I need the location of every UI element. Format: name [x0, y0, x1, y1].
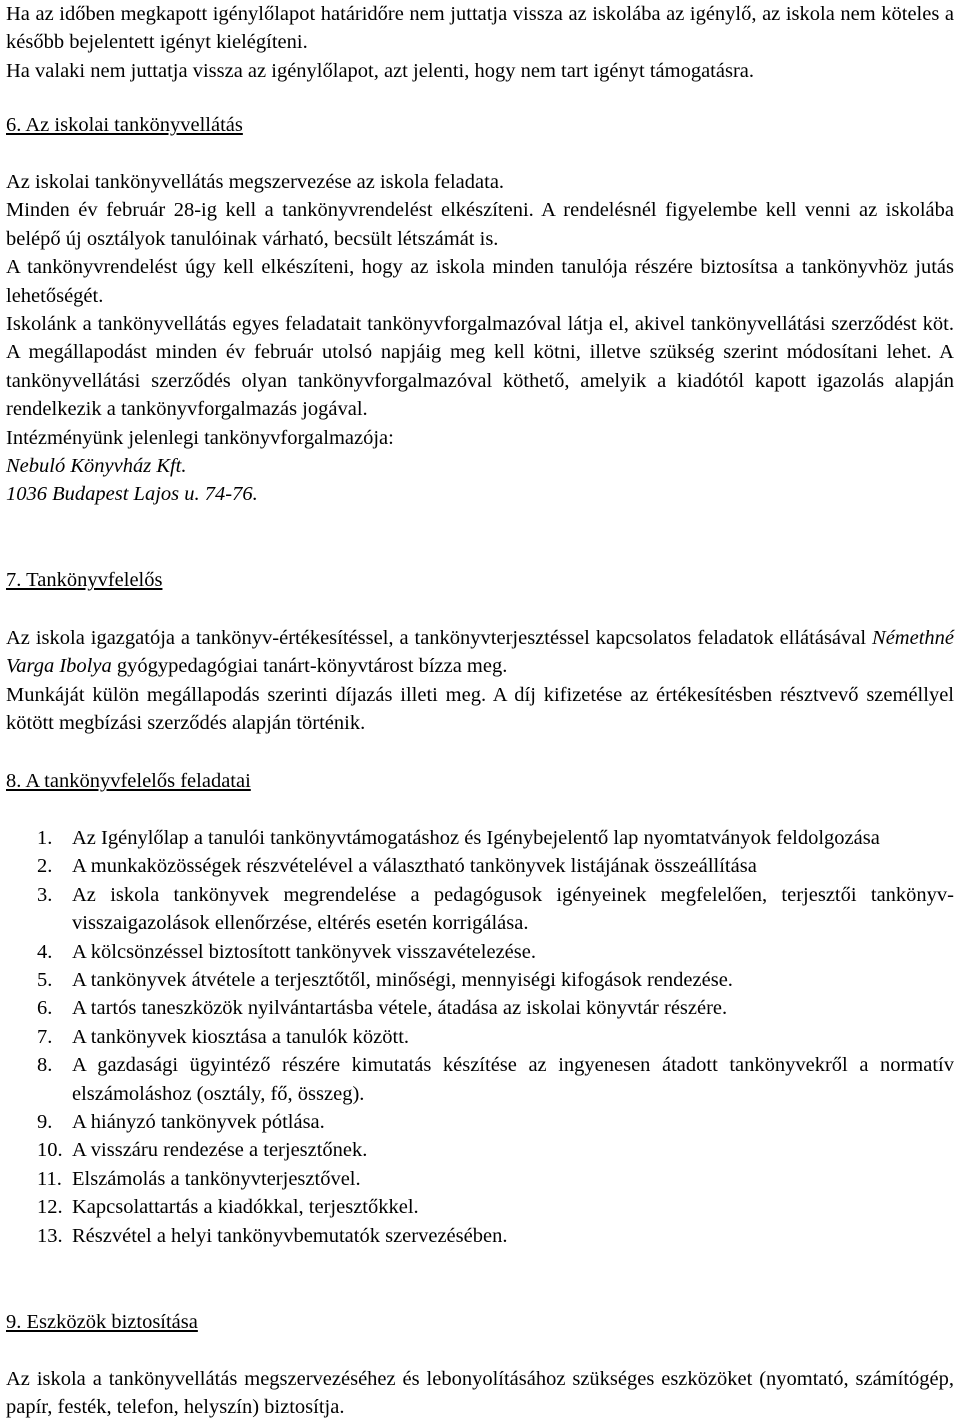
list-item-text: A hiányzó tankönyvek pótlása.: [72, 1111, 325, 1134]
section-6-paragraph-5: Intézményünk jelenlegi tankönyvforgalmazója:: [6, 426, 394, 449]
list-item: [6, 994, 954, 1022]
section-6: [6, 111, 954, 139]
section-9: [6, 1308, 954, 1336]
intro-block: [6, 0, 954, 85]
list-item-text: Az Igénylőlap a tanulói tankönyvtámogatáshoz és Igénybejelentő lap nyomtatványok feldolgozása: [72, 827, 880, 849]
section-9-paragraph-1: Az iskola a tankönyvellátás megszervezéséhez és lebonyolításához szükséges eszközöket (nyomtató, számítógép, papír, festék, telefon, helyszín) biztosítja.: [6, 1368, 954, 1419]
section-8: [6, 767, 954, 795]
list-item-number: 10.: [37, 1139, 63, 1162]
list-item: [6, 881, 954, 938]
list-item-text: A visszáru rendezése a terjesztőnek.: [72, 1139, 368, 1162]
section-6-paragraph-4: Iskolánk a tankönyvellátás egyes feladatait tankönyvforgalmazóval látja el, akivel tankönyvellátási szerződést köt. A megállapodást minden év február utolsó napjáig meg kell kötni, illetve szükség szerint módosítani lehet. A tankönyvellátási szerződés olyan tankönyvforgalmazóval köthető, amelyik a kiadótól kapott igazolás alapján rendelkezik a tankönyvforgalmazás jogával.: [6, 313, 954, 421]
list-item-text: Elszámolás a tankönyvterjesztővel.: [72, 1167, 361, 1190]
list-item-number: 2.: [37, 855, 53, 878]
list-item-text: A tankönyvek kiosztása a tanulók között.: [72, 1025, 410, 1048]
list-item-number: 9.: [37, 1111, 53, 1134]
list-item: [6, 824, 954, 852]
list-item-text: A tankönyvek átvétele a terjesztőtől, minőségi, mennyiségi kifogások rendezése.: [72, 969, 733, 992]
section-7-p1-before: Az iskola igazgatója a tankönyv-értékesítéssel, a tankönyvterjesztéssel kapcsolatos feladatok ellátásával: [6, 627, 873, 649]
tankonyvfelelos-name: Némethné Varga Ibolya: [6, 627, 954, 678]
list-item: [6, 1023, 954, 1051]
section-9-body: [6, 1365, 954, 1422]
section-6-heading: 6. Az iskolai tankönyvellátás: [6, 114, 243, 136]
section-7-paragraph-1: [6, 624, 954, 681]
section-8-heading: 8. A tankönyvfelelős feladatai: [6, 770, 251, 792]
list-item-text: A gazdasági ügyintéző részére kimutatás készítése az ingyenesen átadott tankönyvekről a normatív elszámoláshoz (osztály, fő, összeg).: [72, 1054, 954, 1105]
list-item: [6, 1136, 954, 1164]
section-7: [6, 566, 954, 594]
section-6-paragraph-3: A tankönyvrendelést úgy kell elkészíteni, hogy az iskola minden tanulója részére biztosítsa a tankönyvhöz jutás lehetőségét.: [6, 256, 954, 307]
list-item-number: 11.: [37, 1167, 62, 1190]
list-item-number: 6.: [37, 997, 53, 1020]
section-7-heading: 7. Tankönyvfelelős: [6, 569, 163, 591]
distributor-address: 1036 Budapest Lajos u. 74-76.: [6, 483, 258, 506]
list-item-number: 12.: [37, 1196, 63, 1219]
list-item: [6, 1165, 954, 1193]
list-item-number: 8.: [37, 1054, 53, 1077]
list-item-text: A tartós taneszközök nyilvántartásba vétele, átadása az iskolai könyvtár részére.: [72, 997, 728, 1020]
intro-paragraph-1: Ha az időben megkapott igénylőlapot határidőre nem juttatja vissza az iskolába az igénylő, az iskola nem köteles a később bejelentett igényt kielégíteni.: [6, 3, 954, 54]
section-7-paragraph-2: Munkáját külön megállapodás szerinti díjazás illeti meg. A díj kifizetése az értékesítésben résztvevő személlyel kötött megbízási szerződés alapján történik.: [6, 683, 954, 735]
list-item-number: 1.: [37, 827, 53, 849]
list-item: [6, 1108, 954, 1136]
list-item-number: 5.: [37, 969, 53, 992]
section-6-paragraph-1: Az iskolai tankönyvellátás megszervezése az iskola feladata.: [6, 171, 505, 193]
list-item-number: 7.: [37, 1025, 53, 1048]
section-9-heading: 9. Eszközök biztosítása: [6, 1311, 198, 1333]
list-item: [6, 938, 954, 966]
list-item: [6, 852, 954, 880]
section-8-list-wrap: [6, 824, 954, 1250]
section-6-paragraph-2: Minden év február 28-ig kell a tankönyvrendelést elkészíteni. A rendelésnél figyelembe kell venni az iskolába belépő új osztályok tanulóinak várható, becsült létszámát is.: [6, 199, 954, 250]
list-item-text: A kölcsönzéssel biztosított tankönyvek visszavételezése.: [72, 940, 536, 963]
list-item: [6, 1051, 954, 1108]
list-item-text: A munkaközösségek részvételével a választható tankönyvek listájának összeállítása: [72, 855, 757, 878]
list-item-number: 13.: [37, 1224, 63, 1247]
list-item: [6, 1222, 954, 1250]
list-item: [6, 1193, 954, 1221]
list-item-number: 3.: [37, 883, 53, 906]
intro-paragraph-2: Ha valaki nem juttatja vissza az igénylőlapot, azt jelenti, hogy nem tart igényt támogatásra.: [6, 59, 754, 82]
list-item-text: Részvétel a helyi tankönyvbemutatók szervezésében.: [72, 1224, 508, 1247]
list-item-number: 4.: [37, 940, 53, 963]
task-list: [6, 824, 954, 1250]
list-item-text: Az iskola tankönyvek megrendelése a pedagógusok igényeinek megfelelően, terjesztői tankönyv-visszaigazolások ellenőrzése, eltérés esetén korrigálása.: [72, 883, 954, 935]
list-item-text: Kapcsolattartás a kiadókkal, terjesztőkkel.: [72, 1196, 419, 1219]
section-7-p1-after: gyógypedagógiai tanárt-könyvtárost bízza meg.: [111, 655, 508, 678]
list-item: [6, 966, 954, 994]
distributor-name: Nebuló Könyvház Kft.: [6, 455, 187, 478]
section-7-body: [6, 624, 954, 738]
section-6-body: [6, 168, 954, 509]
